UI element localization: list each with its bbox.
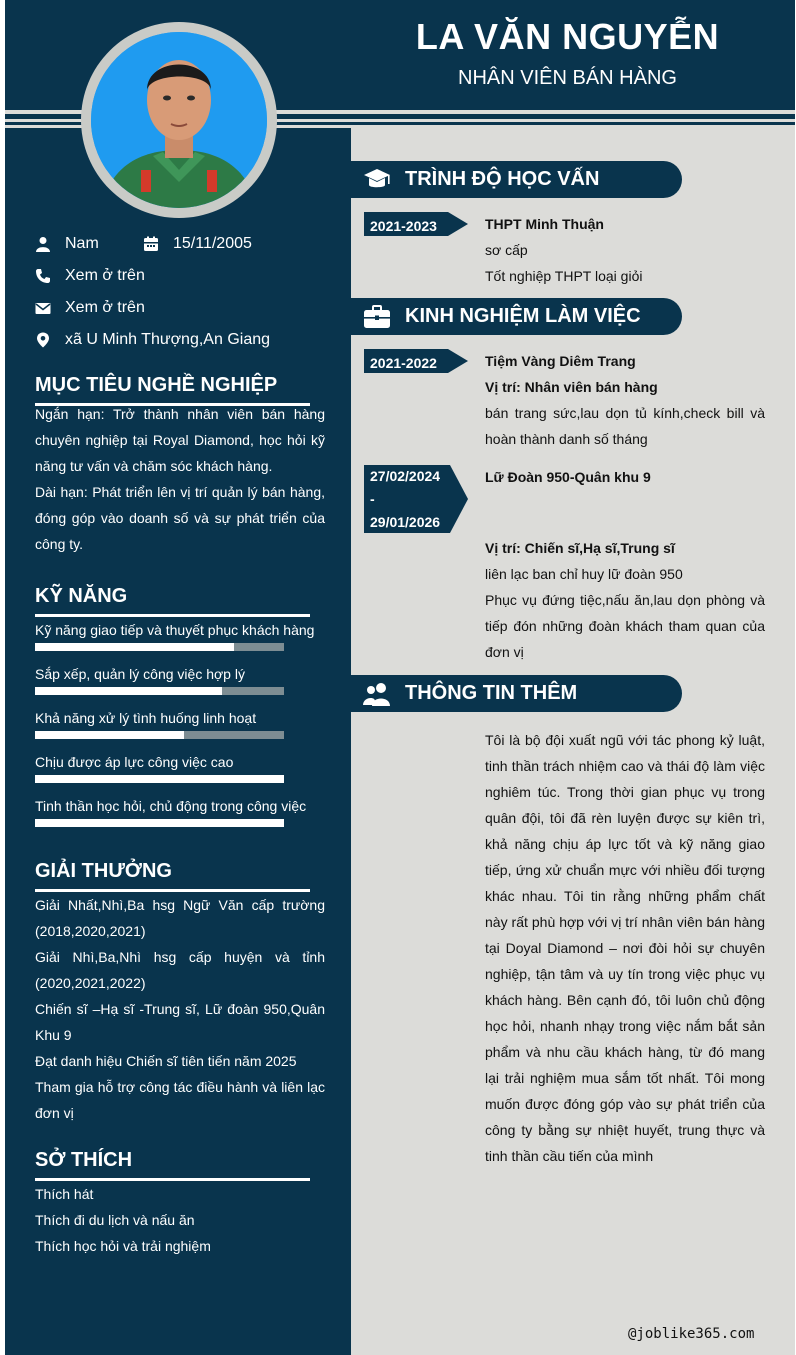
phone-icon xyxy=(35,268,51,284)
skill-bar-fill xyxy=(35,775,284,783)
skill-bar-fill xyxy=(35,731,184,739)
user-icon xyxy=(35,236,51,252)
candidate-name: LA VĂN NGUYỄN xyxy=(415,16,720,57)
job-description: bán trang sức,lau dọn tủ kính,check bill và hoàn thành danh số tháng xyxy=(485,405,765,447)
objective-title: MỤC TIÊU NGHỀ NGHIỆP xyxy=(35,374,310,406)
education-result: Tốt nghiệp THPT loại giỏi xyxy=(485,268,643,284)
job-company-entry xyxy=(485,464,765,490)
additional-title: THÔNG TIN THÊM xyxy=(405,682,578,704)
objective-short-term: Ngắn hạn: Trở thành nhân viên bán hàng chuyên nghiệp tại Royal Diamond, học hỏi kỹ năng tư vấn và chăm sóc khách hàng. xyxy=(35,406,325,474)
list-item: Thích học hỏi và trải nghiệm xyxy=(35,1238,211,1254)
skills-title: KỸ NĂNG xyxy=(35,585,310,617)
experience-title: KINH NGHIỆM LÀM VIỆC xyxy=(405,305,641,327)
job-position: Vị trí: Chiến sĩ,Hạ sĩ,Trung sĩ xyxy=(485,540,675,556)
job-entry xyxy=(485,535,765,665)
experience-header xyxy=(351,298,682,335)
period-separator: - xyxy=(370,491,375,507)
list-item: Chiến sĩ –Hạ sĩ -Trung sĩ, Lữ đoàn 950,Quân Khu 9 xyxy=(35,1001,325,1043)
skill-bar-fill xyxy=(35,819,284,827)
education-header xyxy=(351,161,682,198)
graduation-cap-icon xyxy=(363,167,391,193)
list-item: Tham gia hỗ trợ công tác điều hành và liên lạc đơn vị xyxy=(35,1079,325,1121)
hobbies-title: SỞ THÍCH xyxy=(35,1149,310,1181)
awards-list xyxy=(35,892,325,1126)
avatar-portrait xyxy=(91,32,267,208)
location-pin-icon xyxy=(35,332,51,348)
awards-title: GIẢI THƯỞNG xyxy=(35,860,310,892)
objective-long-term: Dài hạn: Phát triển lên vị trí quản lý bán hàng, đóng góp vào doanh số và sự phát triển của công ty. xyxy=(35,484,325,552)
education-title: TRÌNH ĐỘ HỌC VẤN xyxy=(405,168,600,190)
school-name: THPT Minh Thuận xyxy=(485,216,604,232)
job-description: liên lạc ban chỉ huy lữ đoàn 950 xyxy=(485,566,683,582)
skill-bar-fill xyxy=(35,687,222,695)
avatar xyxy=(91,32,267,208)
education-entry xyxy=(485,211,765,289)
list-item: Thích đi du lịch và nấu ăn xyxy=(35,1212,195,1228)
objective-text xyxy=(35,401,325,557)
additional-text: Tôi là bộ đội xuất ngũ với tác phong kỷ luật, tinh thần trách nhiệm cao và thái độ làm việc nghiêm túc. Trong thời gian phục vụ trong quân đội, tôi đã rèn luyện được sự kiên trì, khả năng chịu áp lực tốt và kỹ năng giao tiếp, ứng xử chuẩn mực với nhiều đối tượng khác nhau. Tôi tin rằng những phẩm chất này rất phù hợp với vị trí nhân viên bán hàng tại Doyal Diamond – nơi đòi hỏi sự chuyên nghiệp, tận tâm và uy tín trong việc phục vụ khách hàng. Bên cạnh đó, tôi luôn chủ động học hỏi, nhanh nhạy trong việc nắm bắt sản phẩm và nhu cầu khách hàng, từ đó mang lại trải nghiệm mua sắm tốt nhất. Tôi mong muốn được đóng góp vào sự phát triển của công ty bằng sự nhiệt huyết, trung thực và tinh thần cầu tiến của mình xyxy=(485,732,765,1164)
period-start: 27/02/2024 xyxy=(370,468,441,484)
job-company: Tiệm Vàng Diêm Trang xyxy=(485,353,636,369)
job-description: Phục vụ đứng tiệc,nấu ăn,lau dọn phòng và tiếp đón những đoàn khách tham quan của đơn vị xyxy=(485,592,765,660)
job-company: Lữ Đoàn 950-Quân khu 9 xyxy=(485,469,651,485)
skill-item: Sắp xếp, quản lý công việc hợp lý xyxy=(35,666,315,682)
skill-bar xyxy=(35,775,284,783)
job-position: Vị trí: Nhân viên bán hàng xyxy=(485,379,658,395)
skill-item: Tinh thần học hỏi, chủ động trong công việc xyxy=(35,798,315,814)
hobbies-list xyxy=(35,1181,325,1259)
skill-item: Khả năng xử lý tình huống linh hoạt xyxy=(35,710,315,726)
period-end: 29/01/2026 xyxy=(370,514,441,530)
candidate-title: NHÂN VIÊN BÁN HÀNG xyxy=(458,67,677,89)
skill-bar xyxy=(35,643,284,651)
skill-bar-fill xyxy=(35,643,234,651)
cv-page: LA VĂN NGUYỄN NHÂN VIÊN BÁN HÀNG Ngắn hạn: Trở thành nhân viên bán hàng chuyên nghiệp tại Royal Diamond, học hỏi kỹ năng tư vấn và chăm sóc khách hàng. Dài hạn: Phát triển lên vị trí quản lý bán hàng, đóng góp vào doanh số và sự phát triển của công ty. Nam 15/11/2005 Xem ở trên Xem ở trên xã U Minh Thượng,An Giang MỤC TIÊU NGHỀ NGHIỆP KỸ NĂNG Kỹ năng giao tiếp và thuyết phục khách hàng Sắp xếp, quản lý công việc hợp lý Khả năng xử lý tình huống linh hoạt Chịu được áp lực công việc cao Tinh thần học hỏi, chủ động trong công việc GIẢI THƯỞNG Giải Nhất,Nhì,Ba hsg Ngữ Văn cấp trường (2018,2020,2021) Giải Nhì,Ba,Nhì hsg cấp huyện và tỉnh (2020,2021,2022) Chiến sĩ –Hạ sĩ -Trung sĩ, Lữ đoàn 950,Quân Khu 9 Đạt danh hiệu Chiến sĩ tiên tiến năm 2025 Tham gia hỗ trợ công tác điều hành và liên lạc đơn vị SỞ THÍCH Thích hát Thích đi du lịch và nấu ăn Thích học hỏi và trải nghiệm TRÌNH ĐỘ HỌC VẤN 2021-2023 THPT Minh Thuận sơ cấp Tốt nghiệp THPT loại giỏi KINH NGHIỆM LÀM VIỆC 2021-2022 Tiệm Vàng Diêm Trang Vị trí: Nhân viên bán hàng bán trang sức,lau dọn tủ kính,check bill và hoàn thành danh số tháng 27/02/2024 - 29/01/2026 Lữ Đoàn 950-Quân khu 9 Vị trí: Chiến sĩ,Hạ sĩ,Trung sĩ liên lạc ban chỉ huy lữ đoàn 950 Phục vụ đứng tiệc,nấu ăn,lau dọn phòng và tiếp đón những đoàn khách tham quan của đơn vị THÔNG TIN THÊM Tôi là bộ đội xuất ngũ với tác phong kỷ luật, tinh thần trách nhiệm cao và thái độ làm việc nghiêm túc. Trong thời gian phục vụ trong quân đội, tôi đã rèn luyện được sự kiên trì, khả năng chịu áp lực tốt và kỹ năng giao tiếp, ứng xử chuẩn mực với nhiều đối tượng khác nhau. Tôi tin rằng những phẩm chất này rất phù hợp với vị trí nhân viên bán hàng tại Doyal Diamond – nơi đòi hỏi sự chuyên nghiệp, tận tâm và uy tín trong việc phục vụ khách hàng. Bên cạnh đó, tôi luôn chủ động học hỏi, nhanh nhạy trong việc nắm bắt sản phẩm và nhu cầu khách hàng, từ đó mang lại trải nghiệm mua sắm tốt nhất. Tôi mong muốn được đóng góp vào sự phát triển của công ty bằng sự nhiệt huyết, trung thực và tinh thần cầu tiến của mình @joblike365.com xyxy=(5,0,795,1355)
skill-item: Kỹ năng giao tiếp và thuyết phục khách hàng xyxy=(35,622,315,638)
education-level: sơ cấp xyxy=(485,242,528,258)
users-icon xyxy=(363,681,391,707)
list-item: Đạt danh hiệu Chiến sĩ tiên tiến năm 2025 xyxy=(35,1053,297,1069)
list-item: Thích hát xyxy=(35,1186,94,1202)
skill-bar xyxy=(35,687,284,695)
additional-header xyxy=(351,675,682,712)
watermark: @joblike365.com xyxy=(628,1326,755,1342)
mail-icon xyxy=(35,300,51,316)
briefcase-icon xyxy=(363,304,391,330)
skill-item: Chịu được áp lực công việc cao xyxy=(35,754,315,770)
list-item: Giải Nhất,Nhì,Ba hsg Ngữ Văn cấp trường (2018,2020,2021) xyxy=(35,897,325,939)
calendar-icon xyxy=(143,236,159,252)
job-entry xyxy=(485,348,765,452)
list-item: Giải Nhì,Ba,Nhì hsg cấp huyện và tỉnh (2020,2021,2022) xyxy=(35,949,325,991)
skill-bar xyxy=(35,819,284,827)
skill-bar xyxy=(35,731,284,739)
